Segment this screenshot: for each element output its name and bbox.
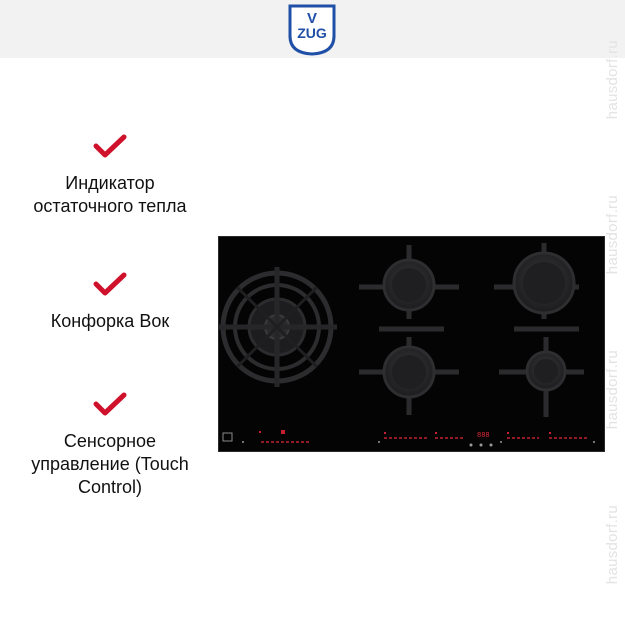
control-zone-3 xyxy=(435,432,464,438)
gas-burner xyxy=(494,243,579,319)
feature-label-line: Сенсорное xyxy=(63,431,157,451)
logo-line-1: V xyxy=(306,10,318,27)
feature-label-line: Конфорка Вок xyxy=(50,311,170,331)
feature-wok-burner xyxy=(0,272,220,333)
gas-hob-image xyxy=(218,236,605,452)
feature-label-line: управление (Touch xyxy=(31,454,189,474)
gas-burner xyxy=(359,329,459,415)
watermark-text: hausdorf.ru xyxy=(604,505,621,585)
feature-touch-control xyxy=(0,392,220,499)
wok-burner xyxy=(219,267,337,387)
control-zone-4 xyxy=(507,432,539,438)
watermark-text: hausdorf.ru xyxy=(604,350,621,430)
feature-label-line: Control) xyxy=(77,477,143,497)
checkmark-icon xyxy=(93,392,127,418)
logo-line-2: ZUG xyxy=(297,25,327,41)
touch-control-panel xyxy=(223,430,595,447)
vzug-logo[interactable] xyxy=(287,3,337,57)
feature-label xyxy=(0,310,220,333)
watermark-text: hausdorf.ru xyxy=(604,195,621,275)
control-zone-5 xyxy=(549,432,589,438)
feature-label-line: Индикатор xyxy=(65,173,155,193)
gas-burner xyxy=(499,329,584,417)
feature-label-line: остаточного тепла xyxy=(33,196,187,216)
gas-burner xyxy=(359,245,459,319)
checkmark-icon xyxy=(93,272,127,298)
control-zone-1 xyxy=(259,430,311,442)
checkmark-icon xyxy=(93,134,127,160)
feature-label xyxy=(0,430,220,499)
header-bar xyxy=(0,0,625,58)
watermark xyxy=(600,0,625,625)
timer-display: 888 xyxy=(477,432,490,440)
watermark-text: hausdorf.ru xyxy=(604,40,621,120)
brand-mark-icon xyxy=(223,433,232,441)
hob-illustration xyxy=(219,237,604,451)
feature-residual-heat xyxy=(0,134,220,218)
feature-label xyxy=(0,172,220,218)
control-zone-2 xyxy=(384,432,429,438)
